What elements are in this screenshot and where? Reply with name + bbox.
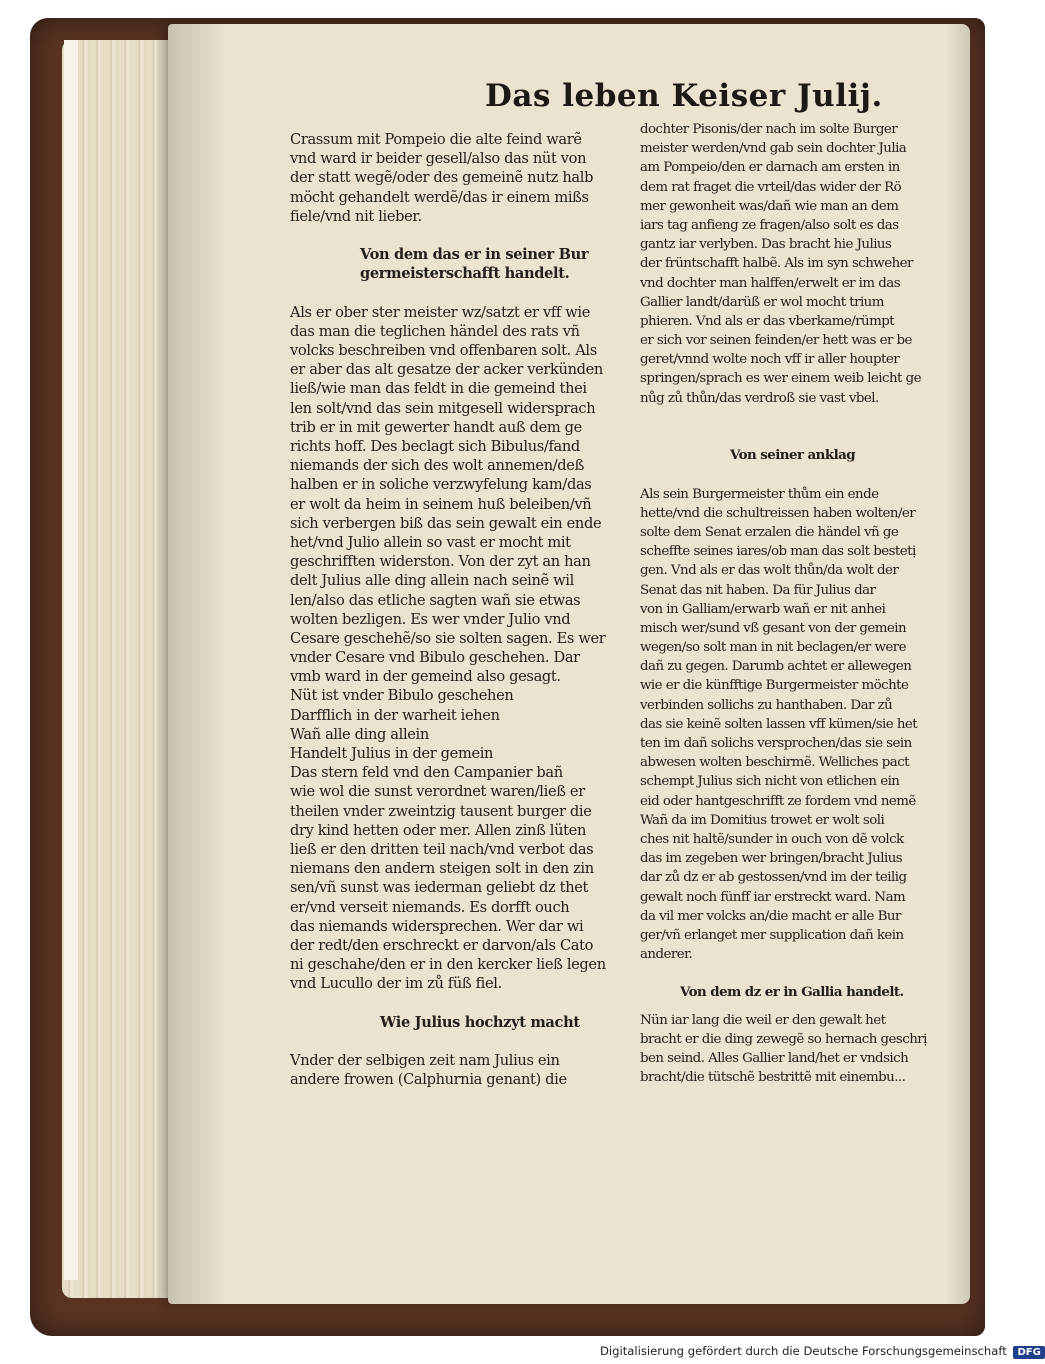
text-line: ten im dañ solichs versprochen/das sie sein [640,736,912,752]
text-line: vnder Cesare vnd Bibulo geschehen. Dar [290,649,580,667]
text-line: springen/sprach es wer einem weib leicht ge [640,371,921,387]
text-line: der redt/den erschreckt er darvon/als Cato [290,936,594,954]
text-line: wie er die künfftige Burgermeister möchte [640,678,909,694]
text-line: len/also das etliche sagten wañ sie etwas [290,591,581,609]
text-line: Als er ober ster meister wz/satzt er vff wie [290,303,590,321]
text-line: eid oder hantgeschrifft ze fordem vnd nemẽ [640,793,916,809]
text-line: phieren. Vnd als er das vberkame/rümpt [640,313,895,329]
right-paragraph-b [640,485,955,965]
text-line: delt Julius alle ding allein nach seinẽ wil [290,572,574,590]
spacer [640,408,955,427]
spacer [290,993,630,1012]
spacer [640,964,955,983]
text-line: der früntschafft halbẽ. Als im syn schweher [640,256,913,272]
gutter-shadow [168,24,228,1304]
text-line: misch wer/sund vß gesant von der gemein [640,620,907,636]
text-line: halben er in soliche verzwyfelung kam/das [290,476,592,494]
text-line: Nüt ist vnder Bibulo geschehen [290,687,514,705]
spacer [290,1032,630,1051]
spacer [640,465,955,484]
section-heading: Von dem dz er in Gallia handelt. [680,984,904,1001]
text-line: dochter Pisonis/der nach im solte Burger [640,122,898,137]
text-line: abwesen wolten beschirmẽ. Welliches pact [640,755,909,771]
text-line: Gallier landt/darüß er wol mocht trium [640,294,884,310]
text-line: er sich vor seinen feinden/er hett was er be [640,333,912,349]
text-line: Das stern feld vnd den Campanier bañ [290,764,563,782]
text-line: vmb ward in der gemeind also gesagt. [290,668,561,686]
left-heading-1 [290,245,630,283]
text-line: da vil mer volcks an/die macht er alle Bur [640,908,901,924]
text-line: Vnder der selbigen zeit nam Julius ein [290,1052,560,1070]
section-heading: Von dem das er in seiner Bur [360,246,589,264]
text-line: gantz iar verlyben. Das bracht hie Julius [640,237,892,253]
text-line: sich verbergen biß das sein gewalt ein ende [290,514,602,532]
text-line: anderer. [640,947,693,963]
text-line: len solt/vnd das sein mitgesell widersprach [290,399,596,417]
text-line: volcks beschreiben vnd offenbaren solt. Als [290,342,597,360]
text-line: theilen vnder zweintzig tausent burger die [290,802,592,820]
running-head: Das leben Keiser Julij. [485,78,883,114]
section-heading: Wie Julius hochzyt macht [380,1013,580,1031]
text-line: geschrifften widerston. Von der zyt an han [290,553,591,571]
text-line: Crassum mit Pompeio die alte feind warẽ [290,131,582,148]
text-line: Senat das nit haben. Da für Julius dar [640,582,876,598]
text-line: am Pompeio/den er darnach am ersten in [640,160,900,176]
text-line: gen. Vnd als er das wolt thůn/da wolt der [640,563,899,579]
text-line: ni geschahe/den er in den kercker ließ legen [290,956,606,974]
text-line: ches nit haltẽ/sunder in ouch von dẽ volck [640,831,904,847]
page-stack-edge [62,40,172,1298]
text-line: vnd dochter man halffen/erwelt er im das [640,275,901,291]
text-line: Wañ alle ding allein [290,725,429,743]
text-line: Darfflich in der warheit iehen [290,706,500,724]
text-line: schempt Julius sich nicht von etlichen ein [640,774,900,790]
spacer [640,427,955,446]
text-line: ließ er den dritten teil nach/vnd verbot das [290,840,594,858]
left-paragraph-b [290,303,630,994]
text-line: sen/vñ sunst was iederman geliebt dz thet [290,879,589,897]
text-line: niemans den andern steigen solt in den zin [290,860,594,878]
text-line: hette/vnd die schultreissen haben wolten/er [640,505,916,521]
text-line: nůg zů thůn/das verdroß sie vast vbel. [640,390,879,406]
right-text-column [640,120,955,1087]
text-line: geret/vnnd wolte noch vff ir aller houpter [640,352,900,368]
text-line: meister werden/vnd gab sein dochter Julia [640,141,907,157]
text-line: er/vnd verseit niemands. Es dorfft ouch [290,898,570,916]
text-line: fiele/vnd nit lieber. [290,207,422,225]
text-line: der statt wegẽ/oder des gemeinẽ nutz halb [290,169,594,187]
text-line: niemands der sich des wolt annemen/deß [290,457,584,475]
dfg-logo: DFG [1013,1346,1044,1359]
text-line: Cesare geschehẽ/so sie solten sagen. Es wer [290,629,606,647]
text-line: dry kind hetten oder mer. Allen zinß lüten [290,821,586,839]
text-line: Handelt Julius in der gemein [290,745,494,763]
left-text-column [290,130,630,1089]
text-line: andere frowen (Calphurnia genant) die [290,1071,567,1089]
text-line: er wolt da heim in seinem huß beleiben/vñ [290,495,592,513]
section-heading: Von seiner anklag [730,447,856,464]
text-line: vnd Lucullo der im zů füß fiel. [290,975,502,993]
text-line: solte dem Senat erzalen die händel vñ ge [640,524,899,540]
text-line: mer gewonheit was/dañ wie man an dem [640,198,899,214]
text-line: vnd ward ir beider gesell/also das nüt von [290,150,587,168]
flyleaf-edge [64,40,78,1280]
text-line: dem rat fraget die vrteil/das wider der Rö [640,179,902,195]
text-line: ben seind. Alles Gallier land/het er vndsich [640,1051,909,1067]
text-line: ließ/wie man das feldt in die gemeind thei [290,380,587,398]
text-line: ger/vñ erlanget mer supplication dañ kein [640,927,904,943]
spacer [290,226,630,245]
spacer [640,1003,955,1011]
text-line: wegen/so solt man in nit beclagen/er were [640,640,906,656]
text-line: dañ zu gegen. Darumb achtet er allewegen [640,659,912,675]
text-line: das im zegeben wer bringen/bracht Julius [640,851,903,867]
text-line: gewalt noch fünff iar erstreckt ward. Nam [640,889,906,905]
text-line: Wañ da im Domitius trowet er wolt soli [640,812,885,828]
text-line: möcht gehandelt werdẽ/das ir einem mißs [290,188,589,206]
text-line: Nün iar lang die weil er den gewalt het [640,1012,886,1028]
text-line: das man die teglichen händel des rats vñ [290,322,580,340]
text-line: trib er in mit gewerter handt auß dem ge [290,418,582,436]
left-paragraph-a [290,130,630,226]
text-line: Als sein Burgermeister thům ein ende [640,486,879,502]
text-line: er aber das alt gesatze der acker verkünden [290,361,603,379]
text-line: wolten bezligen. Es wer vnder Julio vnd [290,610,571,628]
text-line: het/vnd Julio allein so vast er mocht mit [290,533,571,551]
text-line: das niemands widersprechen. Wer dar wi [290,917,584,935]
left-paragraph-c [290,1051,630,1089]
text-line: bracht/die tütschẽ bestrittẽ mit einembu... [640,1070,906,1086]
text-line: das sie keinẽ solten lassen vff kümen/sie het [640,716,918,732]
text-line: wie wol die sunst verordnet waren/ließ er [290,783,585,801]
spacer [290,284,630,303]
text-line: bracht er die ding zewegẽ so hernach geschrị [640,1031,927,1047]
text-line: von in Galliam/erwarb wañ er nit anhei [640,601,886,617]
section-heading: germeisterschafft handelt. [360,265,570,283]
text-line: richts hoff. Des beclagt sich Bibulus/fand [290,438,580,456]
digitization-credit [600,1344,1041,1362]
text-line: scheffte seines iares/ob man das solt bestetị [640,544,916,560]
text-line: verbinden sollichs zu hanthaben. Dar zů [640,697,893,713]
text-line: dar zů dz er ab gestossen/vnd im der teilig [640,870,907,886]
right-paragraph-c [640,1011,955,1088]
text-line: iars tag anfieng ze fragen/also solt es das [640,217,899,233]
footer-text: Digitalisierung gefördert durch die Deutsche Forschungsgemeinschaft [600,1344,1007,1358]
right-paragraph-a [640,120,955,408]
